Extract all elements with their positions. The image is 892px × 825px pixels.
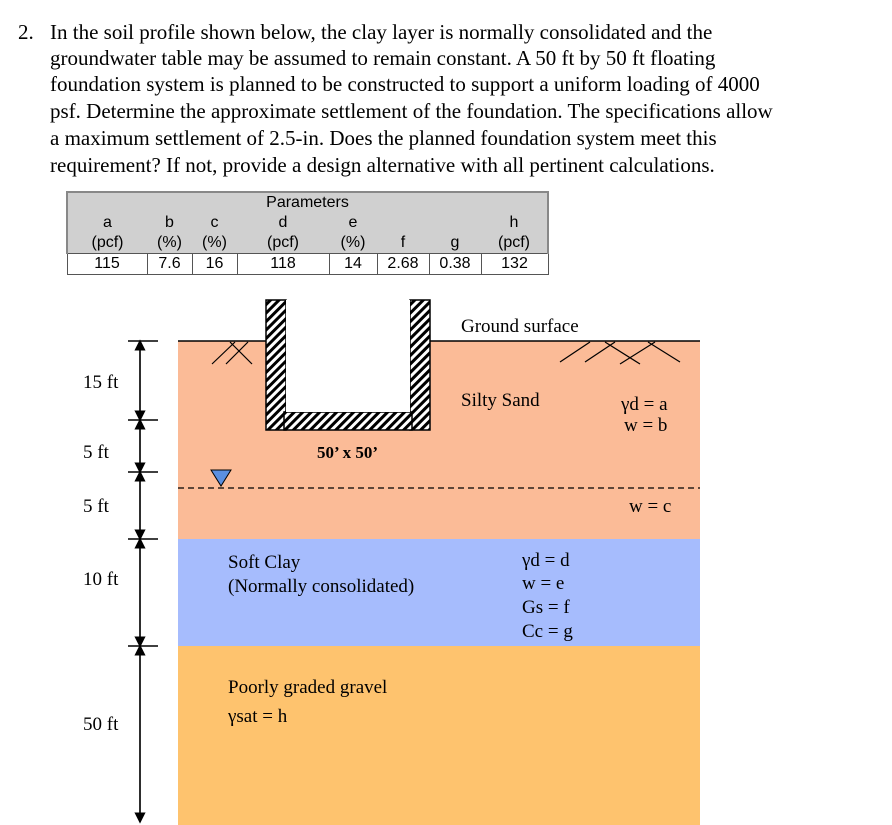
- problem-line: foundation system is planned to be constructed to support a uniform loading of 4000: [50, 72, 760, 96]
- param-unit: (pcf): [481, 233, 548, 254]
- silty-sand-label: Silty Sand: [461, 390, 540, 411]
- sand-w-upper: w = b: [624, 415, 668, 436]
- param-unit: (pcf): [67, 233, 147, 254]
- param-letter: c: [192, 213, 237, 233]
- param-unit: (%): [329, 233, 377, 254]
- param-unit: (%): [147, 233, 192, 254]
- soft-clay-label: Soft Clay: [228, 552, 301, 573]
- param-letter: f: [377, 213, 429, 254]
- param-letter: e: [329, 213, 377, 233]
- param-value: 7.6: [147, 254, 192, 275]
- param-value: 118: [237, 254, 329, 275]
- dimension-line: [128, 341, 158, 822]
- parameters-title: Parameters: [67, 192, 548, 213]
- param-letter: b: [147, 213, 192, 233]
- clay-w: w = e: [522, 573, 565, 594]
- foundation-size-label: 50’ x 50’: [317, 443, 379, 462]
- clay-gamma-d: γd = d: [522, 550, 570, 571]
- problem-line: In the soil profile shown below, the clay layer is normally consolidated and the: [50, 20, 713, 44]
- problem-line: a maximum settlement of 2.5-in. Does the planned foundation system meet this: [50, 126, 717, 150]
- problem-number: 2.: [18, 20, 34, 44]
- param-letter: a: [67, 213, 147, 233]
- problem-line: psf. Determine the approximate settlement of the foundation. The specifications allow: [50, 99, 773, 123]
- clay-gs: Gs = f: [522, 597, 570, 618]
- dim-5ft-lower: 5 ft: [83, 496, 109, 517]
- clay-cc: Cc = g: [522, 621, 573, 642]
- param-value: 0.38: [429, 254, 481, 275]
- gravel-label: Poorly graded gravel: [228, 677, 388, 698]
- problem-line: groundwater table may be assumed to remain constant. A 50 ft by 50 ft floating: [50, 46, 716, 70]
- sand-w-lower: w = c: [629, 496, 672, 517]
- ground-surface-label: Ground surface: [461, 316, 579, 337]
- param-letter: d: [237, 213, 329, 233]
- problem-line: requirement? If not, provide a design alternative with all pertinent calculations.: [50, 153, 715, 177]
- param-letter: g: [429, 213, 481, 254]
- param-value: 115: [67, 254, 147, 275]
- gravel-layer: [178, 646, 700, 825]
- param-value: 132: [481, 254, 548, 275]
- param-value: 2.68: [377, 254, 429, 275]
- param-unit: (%): [192, 233, 237, 254]
- param-letter: h: [481, 213, 548, 233]
- silty-sand-layer: [178, 341, 700, 539]
- dim-15ft: 15 ft: [83, 372, 119, 393]
- dim-10ft: 10 ft: [83, 569, 119, 590]
- param-unit: (pcf): [237, 233, 329, 254]
- soft-clay-note: (Normally consolidated): [228, 576, 415, 597]
- param-value: 16: [192, 254, 237, 275]
- foundation: [266, 300, 430, 430]
- dim-50ft: 50 ft: [83, 714, 119, 735]
- gravel-gamma-sat: γsat = h: [228, 706, 288, 727]
- param-value: 14: [329, 254, 377, 275]
- dim-5ft-upper: 5 ft: [83, 442, 109, 463]
- sand-gamma-d: γd = a: [621, 394, 668, 415]
